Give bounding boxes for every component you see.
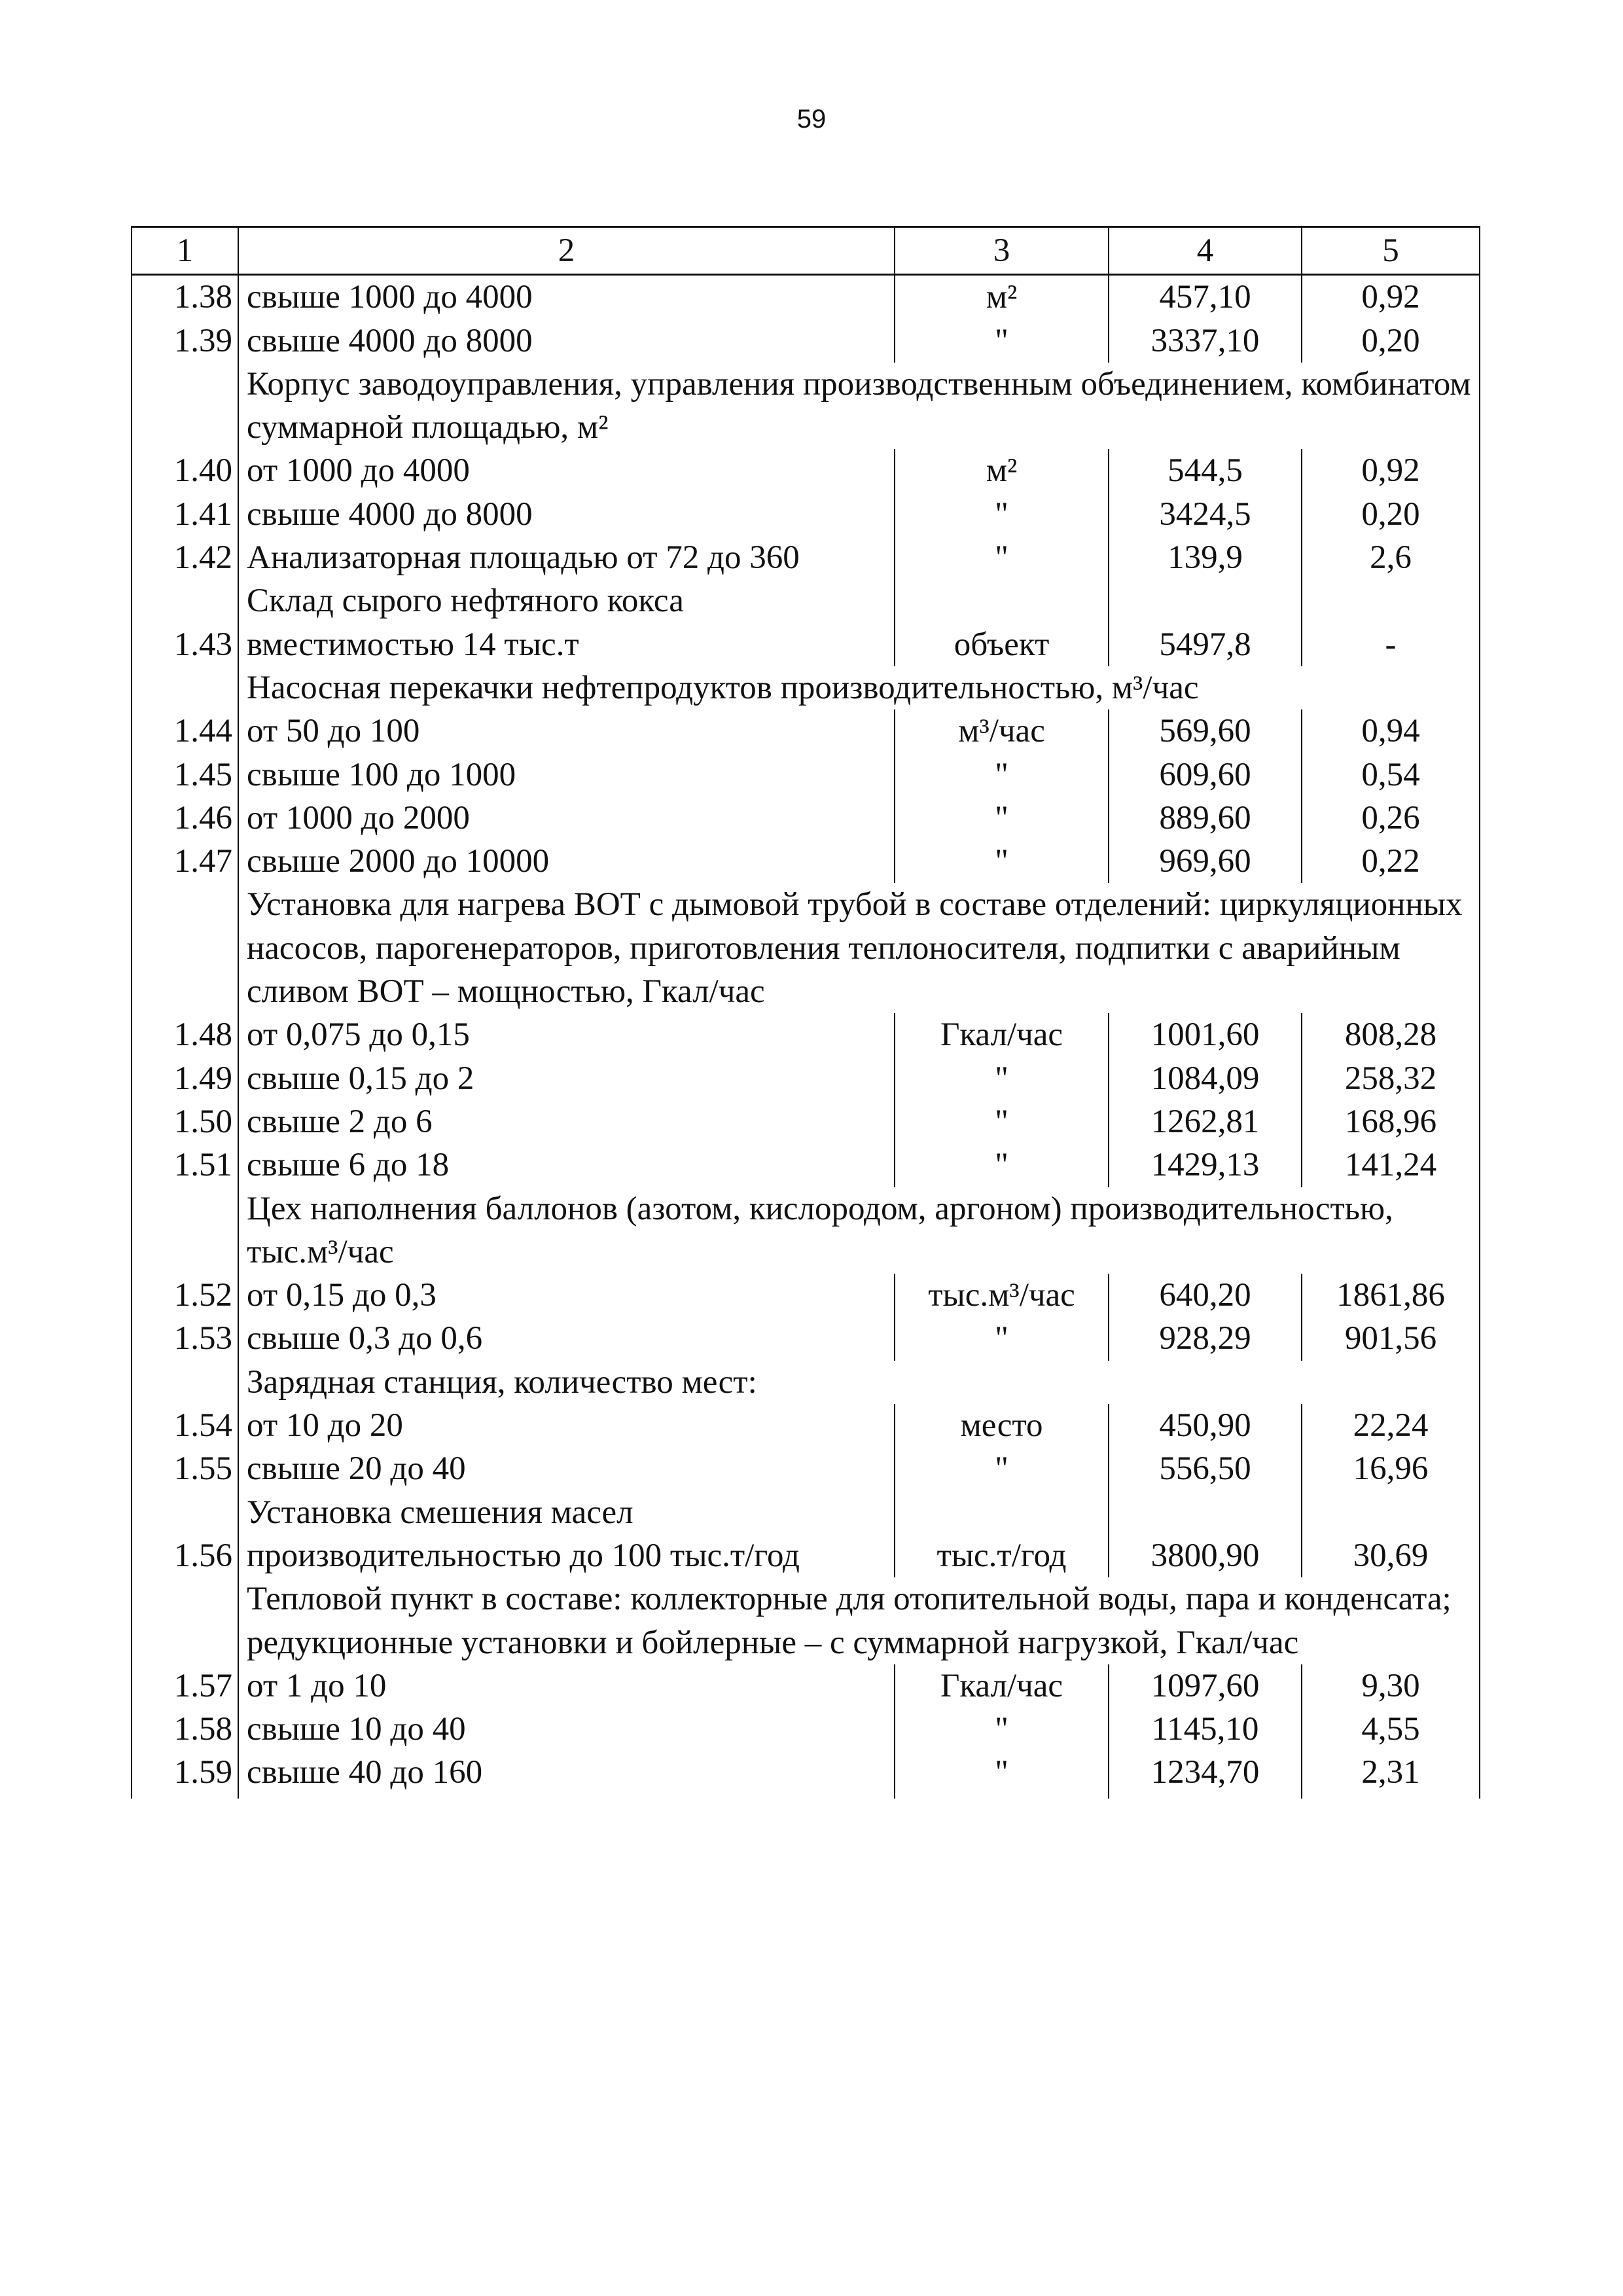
- table-row: [132, 1708, 1480, 1751]
- row-number-cell: [132, 1361, 238, 1404]
- row-value-col4: 544,5: [1109, 449, 1302, 492]
- row-value-col4: 1262,81: [1109, 1100, 1302, 1143]
- table-row: [132, 319, 1480, 363]
- table-row: [132, 1057, 1480, 1100]
- row-description: свыше 10 до 40: [238, 1708, 895, 1751]
- row-description: свыше 6 до 18: [238, 1143, 895, 1187]
- row-description: свыше 4000 до 8000: [238, 319, 895, 363]
- row-description: от 0,075 до 0,15: [238, 1013, 895, 1056]
- row-unit: м²: [895, 449, 1109, 492]
- group-row: [132, 1361, 1480, 1404]
- group-title: Цех наполнения баллонов (азотом, кислородом, аргоном) производительностью, тыс.м³/час: [238, 1187, 1480, 1274]
- row-unit: ": [895, 319, 1109, 363]
- row-value-col4: 5497,8: [1109, 579, 1302, 666]
- row-value-col5: 141,24: [1302, 1143, 1480, 1187]
- row-number: 1.41: [132, 493, 238, 536]
- row-unit: ": [895, 1100, 1109, 1143]
- row-unit: ": [895, 797, 1109, 840]
- row-number: 1.53: [132, 1317, 238, 1360]
- row-value-col5: 0,94: [1302, 709, 1480, 753]
- group-row: [132, 363, 1480, 450]
- row-number: 1.58: [132, 1708, 238, 1751]
- row-unit: ": [895, 1751, 1109, 1798]
- row-number: 1.47: [132, 840, 238, 883]
- row-value-col4: 3800,90: [1109, 1491, 1302, 1578]
- row-value-col5: 808,28: [1302, 1013, 1480, 1056]
- row-unit: Гкал/час: [895, 1013, 1109, 1056]
- row-unit: ": [895, 536, 1109, 579]
- row-value-col4: 1001,60: [1109, 1013, 1302, 1056]
- row-value-col5: 0,26: [1302, 797, 1480, 840]
- row-description: свыше 2000 до 10000: [238, 840, 895, 883]
- table-row: [132, 840, 1480, 883]
- row-value-col5: 0,92: [1302, 275, 1480, 319]
- row-value-col5: 258,32: [1302, 1057, 1480, 1100]
- row-value-col4: 3424,5: [1109, 493, 1302, 536]
- table-row: [132, 1013, 1480, 1056]
- row-value-col5: 4,55: [1302, 1708, 1480, 1751]
- row-unit: ": [895, 1057, 1109, 1100]
- row-description: от 1000 до 2000: [238, 797, 895, 840]
- table-row: [132, 1447, 1480, 1490]
- row-value-col4: 969,60: [1109, 840, 1302, 883]
- column-header-1: 1: [132, 227, 238, 275]
- group-title: Насосная перекачки нефтепродуктов производительностью, м³/час: [238, 666, 1480, 709]
- row-number: 1.54: [132, 1404, 238, 1447]
- table-row: [132, 1100, 1480, 1143]
- row-value-col5: 9,30: [1302, 1664, 1480, 1708]
- row-description: от 50 до 100: [238, 709, 895, 753]
- table-row: [132, 1664, 1480, 1708]
- row-value-col5: 1861,86: [1302, 1274, 1480, 1317]
- row-value-col5: 30,69: [1302, 1491, 1480, 1578]
- row-value-col5: 2,31: [1302, 1751, 1480, 1798]
- row-number-cell: [132, 1577, 238, 1664]
- row-unit: ": [895, 1143, 1109, 1187]
- group-row: [132, 883, 1480, 1013]
- row-value-col4: 1234,70: [1109, 1751, 1302, 1798]
- row-number: 1.56: [132, 1491, 238, 1578]
- table-row: [132, 1143, 1480, 1187]
- row-value-col5: 168,96: [1302, 1100, 1480, 1143]
- row-unit: ": [895, 1447, 1109, 1490]
- row-unit: ": [895, 840, 1109, 883]
- group-row: [132, 666, 1480, 709]
- row-value-col4: 139,9: [1109, 536, 1302, 579]
- table-row: [132, 449, 1480, 492]
- row-description: свыше 2 до 6: [238, 1100, 895, 1143]
- row-number-cell: [132, 363, 238, 450]
- row-value-col5: 901,56: [1302, 1317, 1480, 1360]
- row-value-col4: 3337,10: [1109, 319, 1302, 363]
- row-unit: Гкал/час: [895, 1664, 1109, 1708]
- row-number: 1.50: [132, 1100, 238, 1143]
- row-number: 1.39: [132, 319, 238, 363]
- row-value-col4: 569,60: [1109, 709, 1302, 753]
- row-number: 1.45: [132, 753, 238, 797]
- row-description: свыше 0,3 до 0,6: [238, 1317, 895, 1360]
- row-value-col4: 1097,60: [1109, 1664, 1302, 1708]
- row-value-col4: 609,60: [1109, 753, 1302, 797]
- column-header-2: 2: [238, 227, 895, 275]
- row-unit: тыс.т/год: [895, 1491, 1109, 1578]
- row-value-col5: 2,6: [1302, 536, 1480, 579]
- row-value-col4: 1429,13: [1109, 1143, 1302, 1187]
- row-description: свыше 1000 до 4000: [238, 275, 895, 319]
- row-value-col4: 1084,09: [1109, 1057, 1302, 1100]
- table-row: [132, 1404, 1480, 1447]
- row-description: свыше 4000 до 8000: [238, 493, 895, 536]
- row-number: 1.55: [132, 1447, 238, 1490]
- row-value-col5: 0,92: [1302, 449, 1480, 492]
- row-number: 1.52: [132, 1274, 238, 1317]
- row-value-col5: -: [1302, 579, 1480, 666]
- row-number: 1.38: [132, 275, 238, 319]
- group-row: [132, 1187, 1480, 1274]
- row-number: 1.57: [132, 1664, 238, 1708]
- group-title: Тепловой пункт в составе: коллекторные для отопительной воды, пара и конденсата; редукционные установки и бойлерные – с суммарной нагрузкой, Гкал/час: [238, 1577, 1480, 1664]
- column-header-5: 5: [1302, 227, 1480, 275]
- table-row: [132, 536, 1480, 579]
- table-row: [132, 1274, 1480, 1317]
- row-number: 1.40: [132, 449, 238, 492]
- table-row: [132, 1491, 1480, 1578]
- table-row: [132, 709, 1480, 753]
- group-title: Зарядная станция, количество мест:: [238, 1361, 1480, 1404]
- row-description: свыше 20 до 40: [238, 1447, 895, 1490]
- group-title: Корпус заводоуправления, управления производственным объединением, комбинатом суммарной площадью, м²: [238, 363, 1480, 450]
- row-value-col4: 450,90: [1109, 1404, 1302, 1447]
- row-value-col5: 0,22: [1302, 840, 1480, 883]
- row-unit: объект: [895, 579, 1109, 666]
- page-number: 59: [796, 105, 827, 134]
- row-unit: место: [895, 1404, 1109, 1447]
- row-number-cell: [132, 883, 238, 1013]
- row-unit: м³/час: [895, 709, 1109, 753]
- table-header-row: [132, 227, 1480, 275]
- row-value-col4: 889,60: [1109, 797, 1302, 840]
- row-description: Установка смешения масел производительностью до 100 тыс.т/год: [238, 1491, 895, 1578]
- row-description: от 1000 до 4000: [238, 449, 895, 492]
- table-row: [132, 1317, 1480, 1360]
- row-number-cell: [132, 1187, 238, 1274]
- row-description: свыше 40 до 160: [238, 1751, 895, 1798]
- row-description: Склад сырого нефтяного кокса вместимостью 14 тыс.т: [238, 579, 895, 666]
- row-value-col4: 640,20: [1109, 1274, 1302, 1317]
- row-value-col5: 16,96: [1302, 1447, 1480, 1490]
- row-number-cell: [132, 666, 238, 709]
- table-row: [132, 579, 1480, 666]
- row-description: свыше 0,15 до 2: [238, 1057, 895, 1100]
- row-number: 1.43: [132, 579, 238, 666]
- row-value-col4: 1145,10: [1109, 1708, 1302, 1751]
- row-unit: тыс.м³/час: [895, 1274, 1109, 1317]
- group-title: Установка для нагрева ВОТ с дымовой трубой в составе отделений: циркуляционных насосов, парогенераторов, приготовления теплоносителя, подпитки с аварийным сливом ВОТ – мощностью, Гкал/час: [238, 883, 1480, 1013]
- column-header-3: 3: [895, 227, 1109, 275]
- row-unit: ": [895, 493, 1109, 536]
- table-row: [132, 493, 1480, 536]
- row-unit: м²: [895, 275, 1109, 319]
- row-description: Анализаторная площадью от 72 до 360: [238, 536, 895, 579]
- row-description: свыше 100 до 1000: [238, 753, 895, 797]
- row-description: от 0,15 до 0,3: [238, 1274, 895, 1317]
- row-number: 1.44: [132, 709, 238, 753]
- table-body: [132, 227, 1480, 1799]
- price-table: [131, 226, 1480, 1799]
- column-header-4: 4: [1109, 227, 1302, 275]
- row-value-col5: 0,54: [1302, 753, 1480, 797]
- row-number: 1.49: [132, 1057, 238, 1100]
- row-unit: ": [895, 1708, 1109, 1751]
- row-number: 1.46: [132, 797, 238, 840]
- row-value-col5: 0,20: [1302, 493, 1480, 536]
- row-number: 1.42: [132, 536, 238, 579]
- table-row: [132, 275, 1480, 319]
- row-description: от 1 до 10: [238, 1664, 895, 1708]
- row-value-col4: 457,10: [1109, 275, 1302, 319]
- row-number: 1.48: [132, 1013, 238, 1056]
- row-value-col5: 22,24: [1302, 1404, 1480, 1447]
- row-number: 1.59: [132, 1751, 238, 1798]
- table-row: [132, 753, 1480, 797]
- row-value-col5: 0,20: [1302, 319, 1480, 363]
- row-value-col4: 928,29: [1109, 1317, 1302, 1360]
- group-row: [132, 1577, 1480, 1664]
- row-value-col4: 556,50: [1109, 1447, 1302, 1490]
- table-row: [132, 1751, 1480, 1798]
- row-unit: ": [895, 1317, 1109, 1360]
- row-number: 1.51: [132, 1143, 238, 1187]
- row-unit: ": [895, 753, 1109, 797]
- row-description: от 10 до 20: [238, 1404, 895, 1447]
- table-row: [132, 797, 1480, 840]
